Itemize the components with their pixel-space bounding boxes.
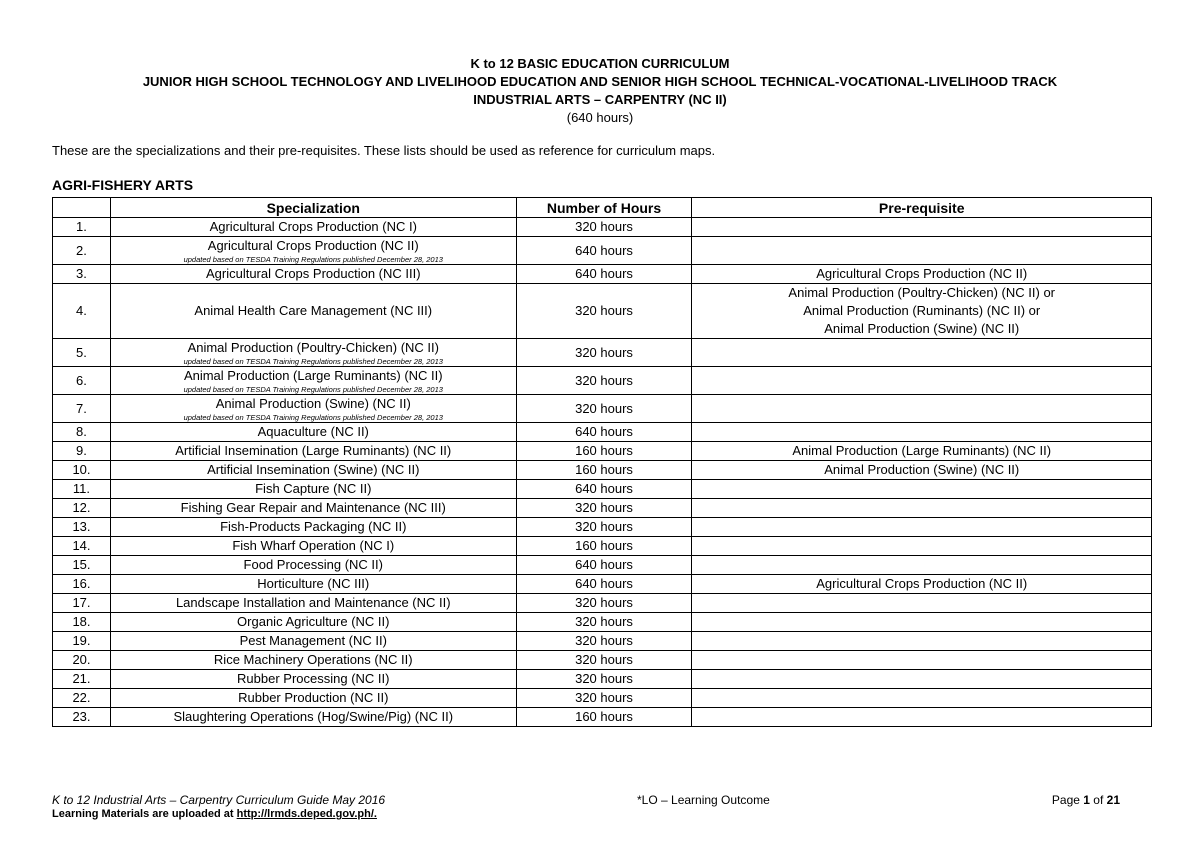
row-prerequisite [692, 670, 1152, 689]
table-row [53, 265, 1152, 284]
header-line-3: INDUSTRIAL ARTS – CARPENTRY (NC II) [473, 92, 727, 107]
specialization-name: Animal Health Care Management (NC III) [194, 303, 433, 318]
specialization-name: Fish-Products Packaging (NC II) [220, 519, 407, 534]
table-row [53, 689, 1152, 708]
row-hours: 640 hours [516, 265, 692, 284]
row-hours: 160 hours [516, 442, 692, 461]
row-specialization [110, 575, 516, 594]
specialization-name: Landscape Installation and Maintenance (NC II) [175, 595, 451, 610]
specialization-name: Organic Agriculture (NC II) [237, 614, 390, 629]
table-row [53, 518, 1152, 537]
row-number: 16. [53, 575, 111, 594]
row-hours: 320 hours [516, 613, 692, 632]
specialization-update-note: updated based on TESDA Training Regulations published December 28, 2013 [183, 357, 443, 366]
row-hours: 320 hours [516, 670, 692, 689]
table-body [53, 218, 1152, 727]
row-prerequisite [692, 423, 1152, 442]
row-number: 10. [53, 461, 111, 480]
table-row [53, 442, 1152, 461]
row-hours: 640 hours [516, 556, 692, 575]
specialization-update-note: updated based on TESDA Training Regulations published December 28, 2013 [183, 385, 443, 394]
specialization-name: Artificial Insemination (Large Ruminants) (NC II) [175, 443, 452, 458]
row-prerequisite [692, 284, 1152, 339]
row-number: 1. [53, 218, 111, 237]
row-specialization [110, 265, 516, 284]
header-hours: Number of Hours [516, 198, 692, 218]
row-hours: 320 hours [516, 499, 692, 518]
row-hours: 320 hours [516, 632, 692, 651]
row-hours: 640 hours [516, 423, 692, 442]
specialization-name: Food Processing (NC II) [243, 557, 383, 572]
row-number: 15. [53, 556, 111, 575]
specialization-name: Agricultural Crops Production (NC II) [207, 238, 419, 253]
footer-page-number [1052, 793, 1120, 807]
specialization-name: Animal Production (Large Ruminants) (NC II) [183, 368, 443, 383]
row-prerequisite: Animal Production (Large Ruminants) (NC II) [692, 442, 1152, 461]
row-prerequisite: Agricultural Crops Production (NC II) [692, 575, 1152, 594]
row-hours: 320 hours [516, 339, 692, 367]
row-hours: 160 hours [516, 708, 692, 727]
row-specialization [110, 461, 516, 480]
row-specialization [110, 518, 516, 537]
table-row [53, 708, 1152, 727]
footer-lo-note: *LO – Learning Outcome [637, 793, 770, 807]
row-number: 4. [53, 284, 111, 339]
row-number: 22. [53, 689, 111, 708]
row-hours: 160 hours [516, 461, 692, 480]
row-number: 3. [53, 265, 111, 284]
table-header-row [53, 198, 1152, 218]
row-prerequisite: Agricultural Crops Production (NC II) [692, 265, 1152, 284]
table-row [53, 537, 1152, 556]
header-line-4: (640 hours) [566, 110, 634, 125]
header-specialization: Specialization [110, 198, 516, 218]
row-number: 18. [53, 613, 111, 632]
row-hours: 320 hours [516, 594, 692, 613]
specialization-name: Fish Capture (NC II) [255, 481, 372, 496]
row-specialization [110, 594, 516, 613]
specialization-name: Agricultural Crops Production (NC III) [205, 266, 421, 281]
row-hours: 320 hours [516, 218, 692, 237]
specialization-name: Agricultural Crops Production (NC I) [209, 219, 417, 234]
row-prerequisite [692, 708, 1152, 727]
page-current: 1 [1083, 793, 1090, 807]
prerequisite-line: Animal Production (Swine) (NC II) [824, 321, 1020, 336]
row-specialization [110, 237, 516, 265]
row-number: 6. [53, 367, 111, 395]
footer-guide-title: K to 12 Industrial Arts – Carpentry Curriculum Guide May 2016 [52, 793, 386, 807]
row-number: 2. [53, 237, 111, 265]
table-row [53, 423, 1152, 442]
specialization-name: Horticulture (NC III) [257, 576, 370, 591]
row-hours: 320 hours [516, 651, 692, 670]
row-specialization [110, 442, 516, 461]
row-specialization [110, 651, 516, 670]
row-hours: 320 hours [516, 689, 692, 708]
page-of: of [1089, 793, 1107, 807]
row-specialization [110, 499, 516, 518]
specialization-name: Animal Production (Swine) (NC II) [215, 396, 411, 411]
row-number: 11. [53, 480, 111, 499]
table-row [53, 237, 1152, 265]
row-number: 5. [53, 339, 111, 367]
intro-text: These are the specializations and their pre-requisites. These lists should be used as reference for curriculum maps. [52, 143, 716, 158]
row-number: 8. [53, 423, 111, 442]
row-specialization [110, 632, 516, 651]
header-line-1: K to 12 BASIC EDUCATION CURRICULUM [470, 56, 730, 71]
table-row [53, 499, 1152, 518]
row-number: 21. [53, 670, 111, 689]
row-number: 14. [53, 537, 111, 556]
row-hours: 320 hours [516, 395, 692, 423]
row-specialization [110, 367, 516, 395]
header-line-2: JUNIOR HIGH SCHOOL TECHNOLOGY AND LIVELIHOOD EDUCATION AND SENIOR HIGH SCHOOL TECHNICAL-VOCATIONAL-LIVELIHOOD TRACK [142, 74, 1058, 89]
row-hours: 640 hours [516, 237, 692, 265]
row-number: 9. [53, 442, 111, 461]
table-row [53, 594, 1152, 613]
table-row [53, 367, 1152, 395]
specialization-update-note: updated based on TESDA Training Regulations published December 28, 2013 [183, 255, 443, 264]
row-specialization [110, 395, 516, 423]
specialization-table [52, 197, 1152, 727]
header-number [53, 198, 111, 218]
table-row [53, 480, 1152, 499]
row-specialization [110, 556, 516, 575]
row-hours: 160 hours [516, 537, 692, 556]
row-hours: 640 hours [516, 480, 692, 499]
specialization-name: Animal Production (Poultry-Chicken) (NC II) [187, 340, 439, 355]
row-specialization [110, 689, 516, 708]
row-specialization [110, 218, 516, 237]
row-prerequisite [692, 237, 1152, 265]
row-number: 20. [53, 651, 111, 670]
table-row [53, 575, 1152, 594]
specialization-name: Pest Management (NC II) [239, 633, 387, 648]
table-row [53, 395, 1152, 423]
row-specialization [110, 613, 516, 632]
row-hours: 320 hours [516, 284, 692, 339]
specialization-update-note: updated based on TESDA Training Regulations published December 28, 2013 [183, 413, 443, 422]
specialization-name: Rubber Processing (NC II) [237, 671, 390, 686]
table-row [53, 613, 1152, 632]
row-specialization [110, 284, 516, 339]
specialization-name: Rice Machinery Operations (NC II) [213, 652, 413, 667]
section-title: AGRI-FISHERY ARTS [52, 177, 194, 193]
table-row [53, 284, 1152, 339]
row-specialization [110, 480, 516, 499]
table-row [53, 461, 1152, 480]
row-number: 13. [53, 518, 111, 537]
table-row [53, 218, 1152, 237]
row-specialization [110, 670, 516, 689]
table-row [53, 632, 1152, 651]
row-number: 7. [53, 395, 111, 423]
page-total: 21 [1106, 793, 1120, 807]
specialization-name: Aquaculture (NC II) [257, 424, 369, 439]
prerequisite-line: Animal Production (Poultry-Chicken) (NC II) or [788, 285, 1055, 300]
row-prerequisite [692, 480, 1152, 499]
row-prerequisite [692, 689, 1152, 708]
table-row [53, 339, 1152, 367]
row-specialization [110, 339, 516, 367]
specialization-name: Rubber Production (NC II) [238, 690, 389, 705]
footer-upload-note [52, 808, 377, 820]
document-header [0, 55, 1200, 127]
row-prerequisite [692, 218, 1152, 237]
row-number: 23. [53, 708, 111, 727]
footer-lrmds-link[interactable]: http://lrmds.deped.gov.ph/. [236, 808, 377, 820]
table-row [53, 556, 1152, 575]
row-hours: 320 hours [516, 367, 692, 395]
table-row [53, 670, 1152, 689]
row-prerequisite [692, 395, 1152, 423]
header-prerequisite: Pre-requisite [692, 198, 1152, 218]
row-prerequisite [692, 613, 1152, 632]
row-number: 12. [53, 499, 111, 518]
prerequisite-line: Animal Production (Ruminants) (NC II) or [803, 303, 1041, 318]
page-prefix: Page [1051, 793, 1084, 807]
row-hours: 640 hours [516, 575, 692, 594]
specialization-name: Fish Wharf Operation (NC I) [232, 538, 395, 553]
row-number: 19. [53, 632, 111, 651]
row-prerequisite [692, 537, 1152, 556]
row-prerequisite [692, 651, 1152, 670]
row-specialization [110, 708, 516, 727]
row-prerequisite [692, 518, 1152, 537]
row-prerequisite [692, 339, 1152, 367]
row-hours: 320 hours [516, 518, 692, 537]
specialization-name: Fishing Gear Repair and Maintenance (NC III) [180, 500, 446, 515]
row-prerequisite [692, 594, 1152, 613]
row-specialization [110, 537, 516, 556]
footer-upload-prefix: Learning Materials are uploaded at [52, 808, 237, 820]
row-specialization [110, 423, 516, 442]
table-row [53, 651, 1152, 670]
row-number: 17. [53, 594, 111, 613]
row-prerequisite [692, 499, 1152, 518]
specialization-name: Artificial Insemination (Swine) (NC II) [207, 462, 420, 477]
specialization-name: Slaughtering Operations (Hog/Swine/Pig) (NC II) [173, 709, 454, 724]
row-prerequisite: Animal Production (Swine) (NC II) [692, 461, 1152, 480]
row-prerequisite [692, 367, 1152, 395]
row-prerequisite [692, 632, 1152, 651]
row-prerequisite [692, 556, 1152, 575]
